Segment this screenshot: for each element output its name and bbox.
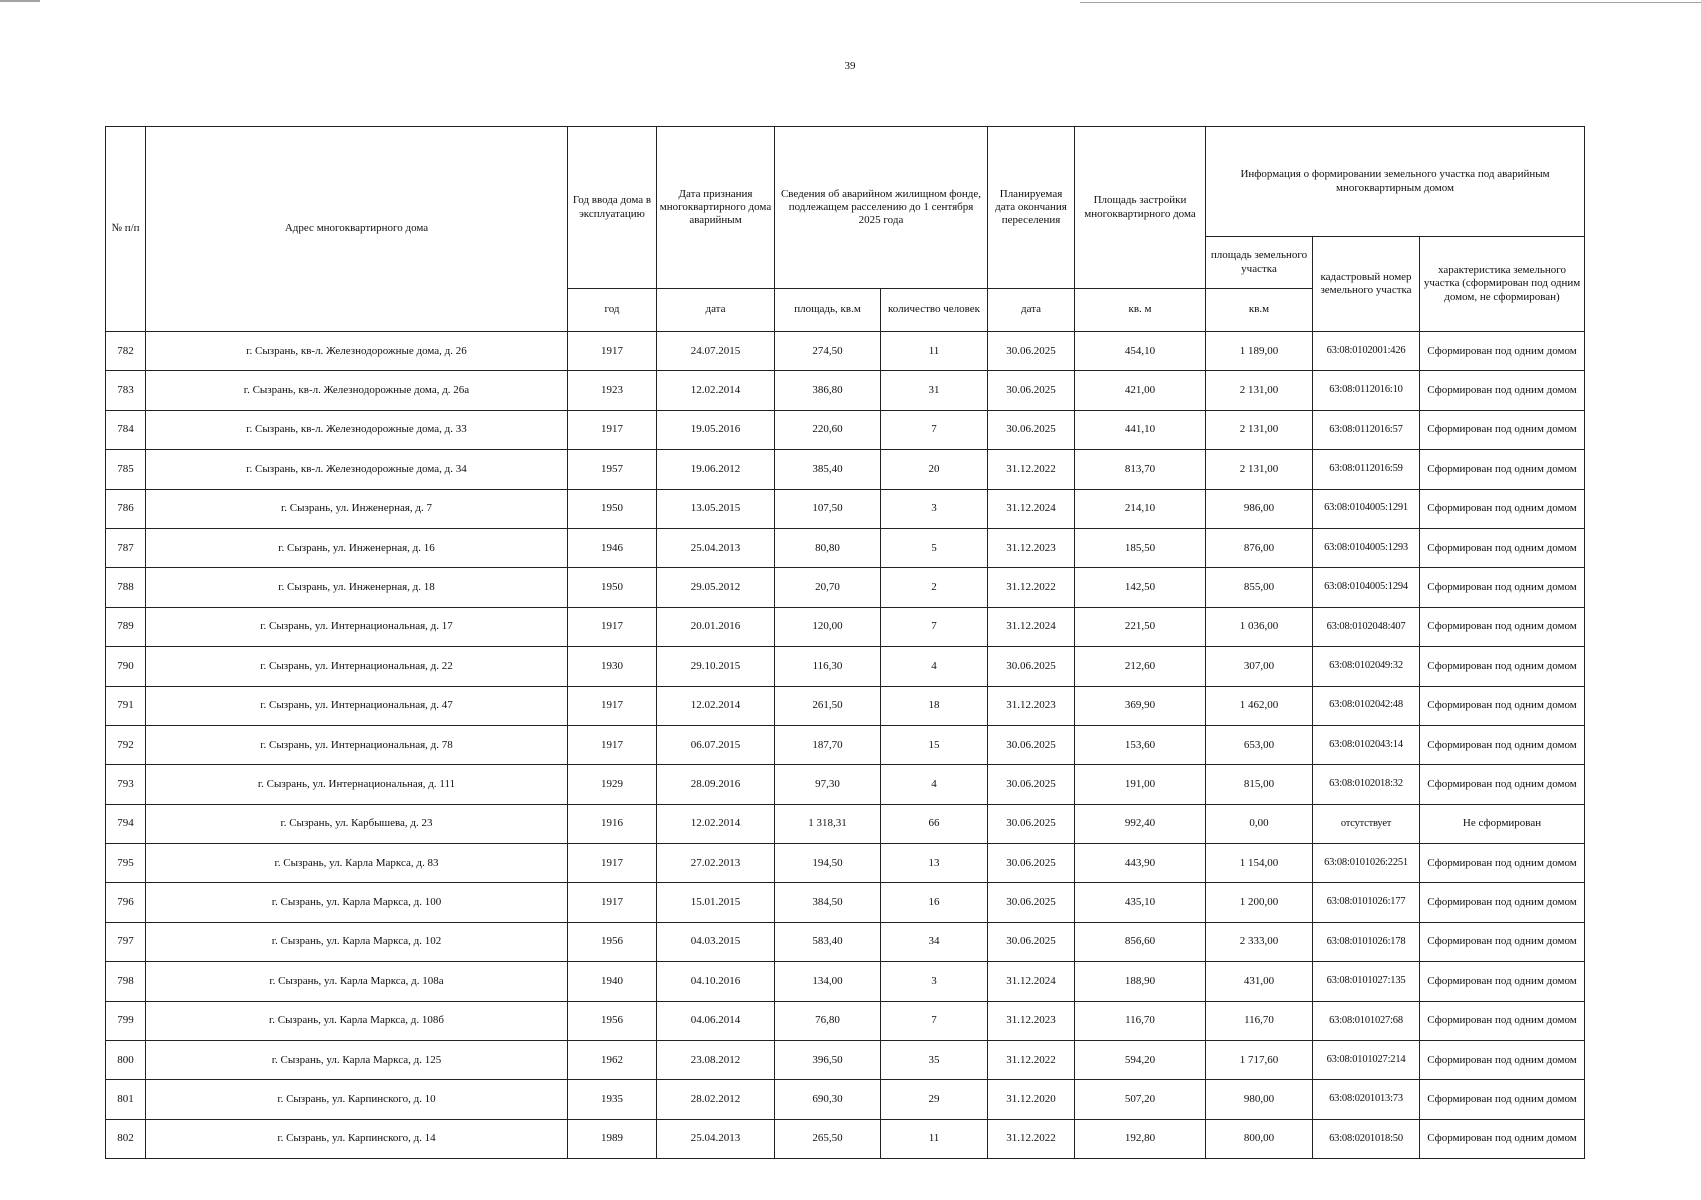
cell-address: г. Сызрань, кв-л. Железнодорожные дома, д. 34 — [146, 450, 568, 489]
cell-row-number: 786 — [106, 489, 146, 528]
cell-cadastral: 63:08:0101027:135 — [1313, 962, 1420, 1001]
cell-address: г. Сызрань, ул. Карла Маркса, д. 108б — [146, 1001, 568, 1040]
unit-building-sqm: кв. м — [1075, 289, 1206, 332]
cell-building-area: 191,00 — [1075, 765, 1206, 804]
cell-row-number: 782 — [106, 332, 146, 371]
header-fund-info: Сведения об аварийном жилищном фонде, подлежащем расселению до 1 сентября 2025 года — [775, 127, 988, 289]
cell-land-char: Сформирован под одним домом — [1420, 922, 1585, 961]
cell-building-area: 214,10 — [1075, 489, 1206, 528]
cell-cadastral: 63:08:0102049:32 — [1313, 647, 1420, 686]
cell-land-area: 0,00 — [1206, 804, 1313, 843]
cell-cadastral: отсутствует — [1313, 804, 1420, 843]
cell-planned-date: 31.12.2022 — [988, 1041, 1075, 1080]
cell-planned-date: 31.12.2022 — [988, 568, 1075, 607]
scan-noise-top-left — [0, 0, 40, 2]
table-row — [106, 844, 1585, 883]
cell-land-char: Сформирован под одним домом — [1420, 647, 1585, 686]
cell-people: 7 — [881, 410, 988, 449]
cell-planned-date: 31.12.2023 — [988, 528, 1075, 567]
cell-land-area: 986,00 — [1206, 489, 1313, 528]
cell-building-area: 992,40 — [1075, 804, 1206, 843]
cell-planned-date: 30.06.2025 — [988, 883, 1075, 922]
cell-address: г. Сызрань, ул. Инженерная, д. 7 — [146, 489, 568, 528]
cell-row-number: 787 — [106, 528, 146, 567]
cell-planned-date: 31.12.2023 — [988, 1001, 1075, 1040]
table-row — [106, 883, 1585, 922]
cell-land-area: 1 154,00 — [1206, 844, 1313, 883]
cell-address: г. Сызрань, ул. Интернациональная, д. 17 — [146, 607, 568, 646]
cell-building-area: 441,10 — [1075, 410, 1206, 449]
cell-cadastral: 63:08:0102001:426 — [1313, 332, 1420, 371]
cell-area: 385,40 — [775, 450, 881, 489]
cell-emergency-date: 23.08.2012 — [657, 1041, 775, 1080]
cell-land-char: Сформирован под одним домом — [1420, 725, 1585, 764]
cell-land-area: 431,00 — [1206, 962, 1313, 1001]
cell-year: 1916 — [568, 804, 657, 843]
cell-land-char: Сформирован под одним домом — [1420, 607, 1585, 646]
cell-land-char: Сформирован под одним домом — [1420, 883, 1585, 922]
cell-year: 1917 — [568, 410, 657, 449]
cell-planned-date: 31.12.2024 — [988, 962, 1075, 1001]
cell-address: г. Сызрань, ул. Карла Маркса, д. 125 — [146, 1041, 568, 1080]
cell-building-area: 594,20 — [1075, 1041, 1206, 1080]
cell-area: 120,00 — [775, 607, 881, 646]
cell-land-char: Сформирован под одним домом — [1420, 450, 1585, 489]
cell-building-area: 116,70 — [1075, 1001, 1206, 1040]
cell-cadastral: 63:08:0112016:59 — [1313, 450, 1420, 489]
cell-row-number: 794 — [106, 804, 146, 843]
cell-planned-date: 30.06.2025 — [988, 371, 1075, 410]
cell-land-char: Сформирован под одним домом — [1420, 1080, 1585, 1119]
cell-year: 1929 — [568, 765, 657, 804]
cell-cadastral: 63:08:0102018:32 — [1313, 765, 1420, 804]
cell-building-area: 454,10 — [1075, 332, 1206, 371]
cell-land-char: Сформирован под одним домом — [1420, 844, 1585, 883]
cell-year: 1957 — [568, 450, 657, 489]
cell-row-number: 785 — [106, 450, 146, 489]
cell-building-area: 421,00 — [1075, 371, 1206, 410]
cell-row-number: 800 — [106, 1041, 146, 1080]
cell-area: 97,30 — [775, 765, 881, 804]
cell-cadastral: 63:08:0101027:68 — [1313, 1001, 1420, 1040]
cell-year: 1917 — [568, 844, 657, 883]
table-row — [106, 962, 1585, 1001]
table-row — [106, 568, 1585, 607]
cell-land-area: 2 131,00 — [1206, 450, 1313, 489]
cell-land-area: 1 189,00 — [1206, 332, 1313, 371]
cell-building-area: 221,50 — [1075, 607, 1206, 646]
cell-address: г. Сызрань, ул. Интернациональная, д. 78 — [146, 725, 568, 764]
cell-address: г. Сызрань, ул. Интернациональная, д. 47 — [146, 686, 568, 725]
cell-people: 11 — [881, 1119, 988, 1158]
cell-land-char: Сформирован под одним домом — [1420, 410, 1585, 449]
cell-address: г. Сызрань, ул. Карпинского, д. 14 — [146, 1119, 568, 1158]
cell-building-area: 813,70 — [1075, 450, 1206, 489]
cell-land-area: 1 717,60 — [1206, 1041, 1313, 1080]
cell-row-number: 799 — [106, 1001, 146, 1040]
cell-planned-date: 31.12.2024 — [988, 489, 1075, 528]
cell-row-number: 783 — [106, 371, 146, 410]
cell-building-area: 856,60 — [1075, 922, 1206, 961]
cell-emergency-date: 29.05.2012 — [657, 568, 775, 607]
cell-row-number: 796 — [106, 883, 146, 922]
cell-planned-date: 30.06.2025 — [988, 332, 1075, 371]
cell-people: 35 — [881, 1041, 988, 1080]
cell-cadastral: 63:08:0101027:214 — [1313, 1041, 1420, 1080]
cell-cadastral: 63:08:0104005:1291 — [1313, 489, 1420, 528]
cell-row-number: 784 — [106, 410, 146, 449]
cell-cadastral: 63:08:0112016:57 — [1313, 410, 1420, 449]
cell-emergency-date: 04.03.2015 — [657, 922, 775, 961]
unit-land-sqm: кв.м — [1206, 289, 1313, 332]
table-row — [106, 1080, 1585, 1119]
cell-area: 274,50 — [775, 332, 881, 371]
table-row — [106, 332, 1585, 371]
header-year-commission: Год ввода дома в эксплуатацию — [568, 127, 657, 289]
table-row — [106, 1119, 1585, 1158]
cell-land-area: 876,00 — [1206, 528, 1313, 567]
cell-building-area: 153,60 — [1075, 725, 1206, 764]
cell-planned-date: 30.06.2025 — [988, 410, 1075, 449]
cell-land-char: Не сформирован — [1420, 804, 1585, 843]
cell-land-area: 653,00 — [1206, 725, 1313, 764]
cell-area: 107,50 — [775, 489, 881, 528]
cell-people: 18 — [881, 686, 988, 725]
cell-row-number: 788 — [106, 568, 146, 607]
table-row — [106, 410, 1585, 449]
cell-year: 1917 — [568, 883, 657, 922]
unit-people: количество человек — [881, 289, 988, 332]
cell-area: 1 318,31 — [775, 804, 881, 843]
table-row — [106, 725, 1585, 764]
cell-area: 116,30 — [775, 647, 881, 686]
cell-land-char: Сформирован под одним домом — [1420, 686, 1585, 725]
cell-planned-date: 31.12.2022 — [988, 450, 1075, 489]
cell-address: г. Сызрань, кв-л. Железнодорожные дома, д. 26а — [146, 371, 568, 410]
cell-address: г. Сызрань, ул. Интернациональная, д. 22 — [146, 647, 568, 686]
cell-land-area: 2 131,00 — [1206, 371, 1313, 410]
table-body — [106, 332, 1585, 1159]
cell-people: 66 — [881, 804, 988, 843]
cell-area: 194,50 — [775, 844, 881, 883]
cell-row-number: 795 — [106, 844, 146, 883]
cell-row-number: 797 — [106, 922, 146, 961]
cell-land-char: Сформирован под одним домом — [1420, 1119, 1585, 1158]
cell-address: г. Сызрань, кв-л. Железнодорожные дома, д. 33 — [146, 410, 568, 449]
cell-people: 2 — [881, 568, 988, 607]
cell-emergency-date: 04.06.2014 — [657, 1001, 775, 1040]
cell-address: г. Сызрань, ул. Карла Маркса, д. 100 — [146, 883, 568, 922]
table-row — [106, 528, 1585, 567]
unit-date: дата — [657, 289, 775, 332]
cell-year: 1917 — [568, 725, 657, 764]
header-date-emergency: Дата признания многоквартирного дома аварийным — [657, 127, 775, 289]
cell-year: 1989 — [568, 1119, 657, 1158]
cell-year: 1950 — [568, 568, 657, 607]
cell-planned-date: 31.12.2023 — [988, 686, 1075, 725]
cell-address: г. Сызрань, ул. Карла Маркса, д. 108а — [146, 962, 568, 1001]
cell-area: 265,50 — [775, 1119, 881, 1158]
cell-planned-date: 30.06.2025 — [988, 804, 1075, 843]
cell-row-number: 802 — [106, 1119, 146, 1158]
cell-land-char: Сформирован под одним домом — [1420, 528, 1585, 567]
cell-area: 386,80 — [775, 371, 881, 410]
cell-building-area: 185,50 — [1075, 528, 1206, 567]
table-row — [106, 1041, 1585, 1080]
cell-people: 3 — [881, 489, 988, 528]
cell-people: 7 — [881, 1001, 988, 1040]
cell-area: 396,50 — [775, 1041, 881, 1080]
cell-year: 1950 — [568, 489, 657, 528]
emergency-housing-table — [105, 126, 1585, 1159]
cell-people: 3 — [881, 962, 988, 1001]
cell-people: 15 — [881, 725, 988, 764]
cell-area: 261,50 — [775, 686, 881, 725]
cell-building-area: 369,90 — [1075, 686, 1206, 725]
cell-cadastral: 63:08:0201018:50 — [1313, 1119, 1420, 1158]
cell-row-number: 789 — [106, 607, 146, 646]
cell-cadastral: 63:08:0104005:1293 — [1313, 528, 1420, 567]
page-number: 39 — [844, 60, 856, 72]
cell-area: 690,30 — [775, 1080, 881, 1119]
cell-land-char: Сформирован под одним домом — [1420, 489, 1585, 528]
cell-cadastral: 63:08:0102043:14 — [1313, 725, 1420, 764]
cell-land-char: Сформирован под одним домом — [1420, 568, 1585, 607]
cell-emergency-date: 12.02.2014 — [657, 804, 775, 843]
cell-area: 80,80 — [775, 528, 881, 567]
cell-land-area: 116,70 — [1206, 1001, 1313, 1040]
cell-area: 187,70 — [775, 725, 881, 764]
cell-cadastral: 63:08:0201013:73 — [1313, 1080, 1420, 1119]
cell-address: г. Сызрань, ул. Инженерная, д. 18 — [146, 568, 568, 607]
cell-emergency-date: 12.02.2014 — [657, 686, 775, 725]
cell-emergency-date: 28.09.2016 — [657, 765, 775, 804]
cell-land-area: 980,00 — [1206, 1080, 1313, 1119]
cell-emergency-date: 19.06.2012 — [657, 450, 775, 489]
cell-land-char: Сформирован под одним домом — [1420, 1001, 1585, 1040]
cell-cadastral: 63:08:0101026:178 — [1313, 922, 1420, 961]
cell-area: 134,00 — [775, 962, 881, 1001]
table-row — [106, 922, 1585, 961]
cell-land-area: 1 036,00 — [1206, 607, 1313, 646]
table-row — [106, 765, 1585, 804]
header-land-info: Информация о формировании земельного участка под аварийным многоквартирным домом — [1206, 127, 1585, 237]
cell-year: 1923 — [568, 371, 657, 410]
cell-people: 29 — [881, 1080, 988, 1119]
table-row — [106, 489, 1585, 528]
cell-row-number: 801 — [106, 1080, 146, 1119]
cell-planned-date: 30.06.2025 — [988, 765, 1075, 804]
cell-address: г. Сызрань, ул. Карпинского, д. 10 — [146, 1080, 568, 1119]
cell-area: 583,40 — [775, 922, 881, 961]
cell-building-area: 507,20 — [1075, 1080, 1206, 1119]
header-no: № п/п — [106, 127, 146, 332]
cell-address: г. Сызрань, кв-л. Железнодорожные дома, д. 26 — [146, 332, 568, 371]
cell-people: 4 — [881, 647, 988, 686]
cell-land-area: 1 200,00 — [1206, 883, 1313, 922]
cell-year: 1962 — [568, 1041, 657, 1080]
cell-building-area: 142,50 — [1075, 568, 1206, 607]
cell-land-char: Сформирован под одним домом — [1420, 1041, 1585, 1080]
unit-area: площадь, кв.м — [775, 289, 881, 332]
cell-emergency-date: 24.07.2015 — [657, 332, 775, 371]
cell-people: 20 — [881, 450, 988, 489]
cell-land-area: 2 131,00 — [1206, 410, 1313, 449]
cell-people: 13 — [881, 844, 988, 883]
cell-address: г. Сызрань, ул. Карла Маркса, д. 83 — [146, 844, 568, 883]
cell-emergency-date: 15.01.2015 — [657, 883, 775, 922]
cell-people: 34 — [881, 922, 988, 961]
scan-line-top — [1080, 2, 1701, 3]
cell-building-area: 188,90 — [1075, 962, 1206, 1001]
cell-address: г. Сызрань, ул. Карбышева, д. 23 — [146, 804, 568, 843]
cell-people: 31 — [881, 371, 988, 410]
cell-cadastral: 63:08:0102042:48 — [1313, 686, 1420, 725]
cell-planned-date: 30.06.2025 — [988, 922, 1075, 961]
cell-emergency-date: 06.07.2015 — [657, 725, 775, 764]
cell-area: 20,70 — [775, 568, 881, 607]
header-address: Адрес многоквартирного дома — [146, 127, 568, 332]
table-row — [106, 1001, 1585, 1040]
header-cadastral: кадастровый номер земельного участка — [1313, 237, 1420, 332]
table-row — [106, 686, 1585, 725]
cell-address: г. Сызрань, ул. Интернациональная, д. 111 — [146, 765, 568, 804]
cell-land-area: 307,00 — [1206, 647, 1313, 686]
cell-building-area: 443,90 — [1075, 844, 1206, 883]
cell-row-number: 793 — [106, 765, 146, 804]
cell-emergency-date: 04.10.2016 — [657, 962, 775, 1001]
cell-land-area: 800,00 — [1206, 1119, 1313, 1158]
cell-row-number: 798 — [106, 962, 146, 1001]
cell-planned-date: 31.12.2022 — [988, 1119, 1075, 1158]
cell-emergency-date: 19.05.2016 — [657, 410, 775, 449]
table-row — [106, 450, 1585, 489]
cell-address: г. Сызрань, ул. Инженерная, д. 16 — [146, 528, 568, 567]
cell-planned-date: 30.06.2025 — [988, 844, 1075, 883]
cell-planned-date: 31.12.2024 — [988, 607, 1075, 646]
cell-land-char: Сформирован под одним домом — [1420, 371, 1585, 410]
cell-people: 7 — [881, 607, 988, 646]
cell-people: 4 — [881, 765, 988, 804]
cell-planned-date: 30.06.2025 — [988, 725, 1075, 764]
cell-people: 5 — [881, 528, 988, 567]
cell-building-area: 212,60 — [1075, 647, 1206, 686]
header-building-area: Площадь застройки многоквартирного дома — [1075, 127, 1206, 289]
cell-emergency-date: 13.05.2015 — [657, 489, 775, 528]
cell-emergency-date: 12.02.2014 — [657, 371, 775, 410]
cell-building-area: 435,10 — [1075, 883, 1206, 922]
table-row — [106, 647, 1585, 686]
cell-year: 1935 — [568, 1080, 657, 1119]
cell-land-area: 855,00 — [1206, 568, 1313, 607]
cell-year: 1917 — [568, 686, 657, 725]
cell-emergency-date: 25.04.2013 — [657, 1119, 775, 1158]
cell-planned-date: 30.06.2025 — [988, 647, 1075, 686]
cell-year: 1917 — [568, 607, 657, 646]
cell-area: 220,60 — [775, 410, 881, 449]
cell-year: 1930 — [568, 647, 657, 686]
cell-land-area: 1 462,00 — [1206, 686, 1313, 725]
cell-row-number: 792 — [106, 725, 146, 764]
cell-building-area: 192,80 — [1075, 1119, 1206, 1158]
cell-emergency-date: 25.04.2013 — [657, 528, 775, 567]
cell-emergency-date: 29.10.2015 — [657, 647, 775, 686]
cell-row-number: 790 — [106, 647, 146, 686]
cell-land-char: Сформирован под одним домом — [1420, 765, 1585, 804]
header-planned-date: Планируемая дата окончания переселения — [988, 127, 1075, 289]
header-land-char: характеристика земельного участка (сформирован под одним домом, не сформирован) — [1420, 237, 1585, 332]
table-row — [106, 607, 1585, 646]
cell-row-number: 791 — [106, 686, 146, 725]
cell-cadastral: 63:08:0102048:407 — [1313, 607, 1420, 646]
cell-cadastral: 63:08:0101026:2251 — [1313, 844, 1420, 883]
cell-address: г. Сызрань, ул. Карла Маркса, д. 102 — [146, 922, 568, 961]
unit-year: год — [568, 289, 657, 332]
cell-planned-date: 31.12.2020 — [988, 1080, 1075, 1119]
cell-cadastral: 63:08:0101026:177 — [1313, 883, 1420, 922]
cell-cadastral: 63:08:0104005:1294 — [1313, 568, 1420, 607]
cell-year: 1956 — [568, 922, 657, 961]
cell-emergency-date: 27.02.2013 — [657, 844, 775, 883]
cell-area: 76,80 — [775, 1001, 881, 1040]
cell-land-char: Сформирован под одним домом — [1420, 962, 1585, 1001]
cell-people: 16 — [881, 883, 988, 922]
cell-year: 1956 — [568, 1001, 657, 1040]
unit-planned-date: дата — [988, 289, 1075, 332]
cell-year: 1946 — [568, 528, 657, 567]
cell-cadastral: 63:08:0112016:10 — [1313, 371, 1420, 410]
cell-year: 1917 — [568, 332, 657, 371]
cell-area: 384,50 — [775, 883, 881, 922]
cell-land-area: 2 333,00 — [1206, 922, 1313, 961]
cell-emergency-date: 20.01.2016 — [657, 607, 775, 646]
cell-emergency-date: 28.02.2012 — [657, 1080, 775, 1119]
cell-land-area: 815,00 — [1206, 765, 1313, 804]
cell-people: 11 — [881, 332, 988, 371]
table-row — [106, 804, 1585, 843]
header-land-area: площадь земельного участка — [1206, 237, 1313, 289]
table-row — [106, 371, 1585, 410]
cell-land-char: Сформирован под одним домом — [1420, 332, 1585, 371]
cell-year: 1940 — [568, 962, 657, 1001]
